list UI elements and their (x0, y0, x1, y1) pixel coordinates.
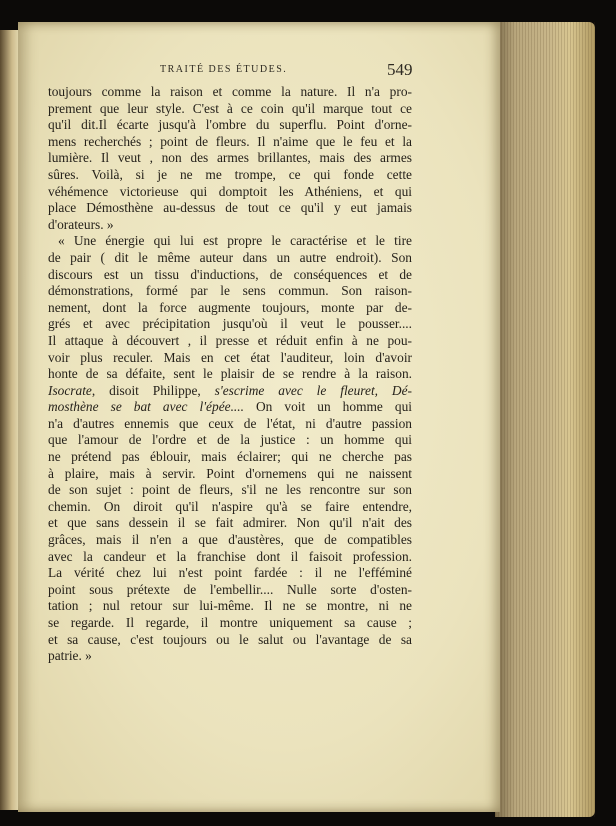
text-line (48, 615, 412, 632)
text-segment: ne prétend pas éblouir, mais éclairer; qui ne cherche pas (48, 449, 412, 465)
text-line (48, 383, 412, 400)
text-segment: tation ; nul retour sur lui-même. Il ne se montre, ni ne (48, 598, 412, 614)
page-edges (495, 22, 595, 817)
text-line (48, 101, 412, 118)
facing-page-edge (0, 30, 20, 810)
text-line (48, 532, 412, 549)
text-line (48, 200, 412, 217)
text-line (48, 333, 412, 350)
text-line (48, 117, 412, 134)
text-segment: démonstrations, formé par le sens commun. Son raison- (48, 283, 412, 299)
text-segment: que l'amour de l'ordre et de la justice : un homme qui (48, 432, 412, 448)
text-segment: qu'il dit.Il écarte jusqu'à l'ombre du superflu. Point d'orne- (48, 117, 412, 133)
text-line (48, 150, 412, 167)
text-segment: d'orateurs. » (48, 216, 114, 232)
text-line (48, 482, 412, 499)
text-segment: toujours comme la raison et comme la nature. Il n'a pro- (48, 84, 412, 99)
text-segment: On voit un homme qui (243, 399, 412, 415)
text-line (48, 632, 412, 649)
page-number: 549 (387, 60, 413, 79)
text-line (48, 648, 412, 665)
text-segment: lumière. Il veut , non des armes brillantes, mais des armes (48, 150, 412, 166)
text-segment: grés et avec précipitation jusqu'où il veut le pousser.... (48, 316, 412, 332)
text-line (48, 267, 412, 284)
text-segment: de son sujet : point de fleurs, s'il ne les rencontre sur son (48, 482, 412, 498)
text-line (48, 466, 412, 483)
italic-text: mosthène se bat avec l'épée.... (48, 399, 244, 415)
text-line (48, 399, 412, 416)
text-line (48, 134, 412, 151)
text-line (48, 499, 412, 516)
text-line (48, 366, 412, 383)
text-segment: nement, dont la force augmente toujours, monte par de- (48, 299, 412, 315)
text-line (48, 250, 412, 267)
text-segment: , disoit Philippe, (91, 382, 215, 398)
text-line (48, 167, 412, 184)
text-line (48, 582, 412, 599)
text-line (48, 184, 412, 201)
text-line (48, 449, 412, 466)
text-segment: avec la candeur et la franchise dont il faisoit profession. (48, 548, 412, 564)
text-segment: de pair ( dit le même auteur dans un autre endroit). Son (48, 249, 412, 265)
text-line (48, 84, 412, 101)
text-segment: et sa cause, c'est toujours ou le salut ou l'avantage de sa (48, 631, 412, 647)
text-segment: n'a d'autres ennemis que ceux de l'état, ni d'autre passion (48, 415, 412, 431)
text-segment: « Une énergie qui lui est propre le caractérise et le tire (58, 233, 412, 249)
running-head: TRAITÉ DES ÉTUDES. (160, 64, 288, 75)
text-segment: La vérité chez lui n'est point fardée : il ne l'efféminé (48, 565, 412, 581)
text-segment: chemin. On diroit qu'il n'aspire qu'à se faire entendre, (48, 498, 412, 514)
italic-text: Isocrate (48, 382, 92, 398)
text-segment: véhémence victorieuse qui domptoit les Athéniens, et qui (48, 183, 412, 199)
text-segment: discours est un tissu d'inductions, de conséquences et de (48, 266, 412, 282)
text-segment: prement que leur style. C'est à ce coin qu'il marque tout ce (48, 100, 412, 116)
text-segment: se regarde. Il regarde, il montre uniquement sa cause ; (48, 615, 412, 630)
text-line (48, 316, 412, 333)
text-line (48, 416, 412, 433)
text-segment: honte de sa défaite, sent le plaisir de se rendre à la raison. (48, 366, 412, 382)
text-line (48, 432, 412, 449)
text-line (48, 350, 412, 367)
text-line (48, 565, 412, 582)
text-segment: place Démosthène au-dessus de tout ce qu'il y eut jamais (48, 200, 412, 216)
text-line (48, 300, 412, 317)
text-segment: et que sans dessein il se fait admirer. Non qu'il n'ait des (48, 515, 412, 531)
text-line (48, 283, 412, 300)
text-line (48, 217, 412, 234)
text-line (48, 233, 412, 250)
text-line (48, 515, 412, 532)
text-segment: à plaire, mais à servir. Point d'ornemens qui ne naissent (48, 465, 412, 481)
text-segment: point sous prétexte de l'embellir.... Nulle sorte d'osten- (48, 581, 412, 597)
text-segment: mens recherchés ; point de fleurs. Il n'aime que le feu et la (48, 133, 412, 149)
text-segment: sûres. Voilà, si je ne me trompe, ce qui fonde cette (48, 166, 412, 182)
text-segment: patrie. » (48, 648, 92, 664)
body-text (48, 84, 412, 665)
text-line (48, 598, 412, 615)
text-line (48, 549, 412, 566)
text-segment: voir plus reculer. Mais en cet état l'auditeur, loin d'avoir (48, 349, 412, 365)
text-segment: Il attaque à découvert , il presse et réduit enfin à ne pou- (48, 332, 412, 348)
italic-text: s'escrime avec le fleuret, Dé- (214, 382, 412, 398)
text-segment: grâces, mais il n'en a que d'austères, que de compatibles (48, 532, 412, 548)
